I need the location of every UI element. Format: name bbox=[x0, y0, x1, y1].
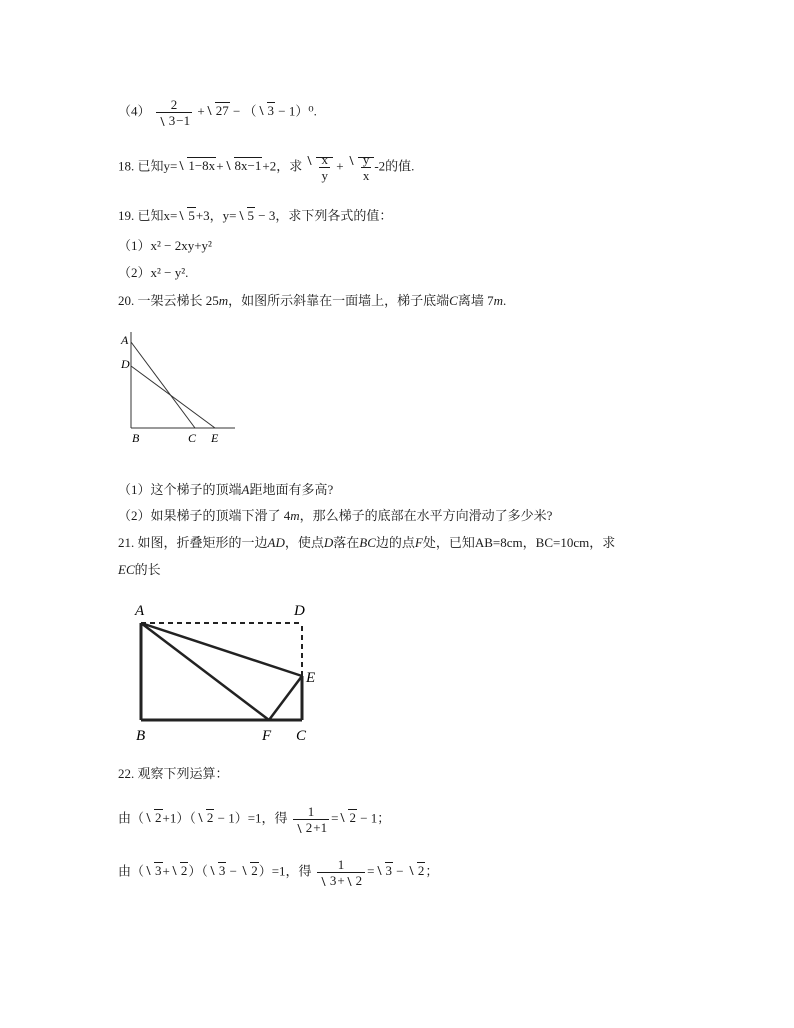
radicand bbox=[358, 152, 375, 183]
label-b: B bbox=[132, 431, 140, 445]
q20-text: 距地面有多高? bbox=[249, 482, 334, 497]
radicand: 5 bbox=[247, 208, 255, 223]
label-c: C bbox=[296, 728, 307, 744]
label-d: D bbox=[294, 603, 305, 619]
radicand: 1−8x bbox=[188, 158, 216, 174]
q17-part4-label: （4） bbox=[118, 103, 151, 119]
sqrt-symbol bbox=[178, 207, 196, 225]
radicand: 5 bbox=[188, 208, 195, 223]
sqrt-symbol bbox=[339, 809, 357, 827]
folded-rectangle-figure bbox=[128, 596, 328, 748]
label-a: A bbox=[135, 603, 145, 619]
radicand: 2 bbox=[180, 863, 188, 879]
q22-text: = bbox=[331, 810, 339, 826]
fraction-numerator: y bbox=[362, 152, 370, 167]
radicand: 2 bbox=[305, 820, 313, 835]
expr-text: − （ bbox=[229, 103, 257, 119]
plus-sign: + bbox=[197, 103, 205, 119]
q20-text: （2）如果梯子的顶端下滑了 4 bbox=[118, 508, 291, 523]
q20-text: . bbox=[503, 293, 507, 308]
plus-sign: + bbox=[162, 863, 170, 879]
q22-text: − 1）=1，得 bbox=[214, 810, 288, 826]
q20-part2 bbox=[118, 507, 552, 525]
q19-prefix: 19. 已知x= bbox=[118, 208, 178, 223]
fraction-denominator bbox=[317, 872, 365, 888]
minus-sign: − bbox=[393, 863, 407, 879]
unit: m bbox=[290, 508, 300, 523]
q19 bbox=[118, 207, 392, 225]
radicand: 2 bbox=[155, 810, 162, 826]
radicand: 2 bbox=[349, 810, 356, 826]
fraction bbox=[156, 97, 192, 128]
ladder-figure bbox=[110, 328, 240, 448]
sqrt-symbol bbox=[296, 820, 314, 835]
fold-af bbox=[141, 623, 269, 720]
q21-text: 21. 如图，折叠矩形的一边 bbox=[118, 535, 268, 550]
fraction-denominator: y bbox=[321, 168, 328, 183]
sqrt-symbol bbox=[306, 152, 333, 183]
fraction-denominator bbox=[156, 112, 192, 128]
ladder-ac bbox=[131, 342, 195, 428]
sqrt-symbol bbox=[376, 862, 394, 880]
radicand: 3 bbox=[329, 873, 337, 888]
radicand: 2 bbox=[355, 873, 363, 888]
sqrt-symbol bbox=[225, 157, 263, 175]
q18-prefix: 18. 已知y= bbox=[118, 158, 178, 174]
q22-title: 22. 观察下列运算： bbox=[118, 766, 229, 781]
q22-text: − 1； bbox=[356, 810, 391, 826]
radicand: 3 bbox=[218, 863, 226, 879]
sqrt-symbol bbox=[209, 862, 227, 880]
sqrt-symbol bbox=[197, 809, 215, 827]
plus-sign: + bbox=[336, 158, 344, 174]
sqrt-symbol bbox=[408, 862, 426, 880]
sqrt-symbol bbox=[346, 873, 364, 888]
q22-text: ）=1，得 bbox=[258, 863, 312, 879]
label-b: B bbox=[136, 728, 146, 744]
label-a: A bbox=[121, 333, 129, 347]
plus-sign: + bbox=[337, 873, 345, 888]
sqrt-symbol bbox=[258, 102, 276, 120]
segment-label: AD bbox=[267, 535, 285, 550]
sqrt-symbol bbox=[348, 152, 375, 183]
q20-text: （1）这个梯子的顶端 bbox=[118, 482, 242, 497]
segment-label: EC bbox=[118, 562, 135, 577]
radicand: 3 bbox=[168, 113, 176, 128]
q20-statement bbox=[118, 292, 506, 310]
q20-text: ，如图所示斜靠在一面墙上，梯子底端 bbox=[228, 293, 450, 308]
q21-text: 处，已知AB=8cm，BC=10cm，求 bbox=[422, 535, 616, 550]
q20-text: 20. 一架云梯长 25 bbox=[118, 293, 219, 308]
unit: m bbox=[218, 293, 229, 308]
ladder-de bbox=[131, 366, 215, 428]
fraction-numerator: 1 bbox=[307, 804, 315, 819]
fraction-denominator: x bbox=[362, 168, 370, 183]
q22-text: 由（ bbox=[118, 863, 145, 879]
fraction-denominator bbox=[293, 819, 329, 835]
fraction-numerator: 1 bbox=[337, 857, 345, 872]
q21-text: 的长 bbox=[134, 562, 161, 577]
fraction bbox=[317, 857, 365, 888]
sqrt-symbol bbox=[206, 102, 230, 120]
q18 bbox=[118, 152, 414, 183]
fold-fe bbox=[269, 676, 302, 720]
label-c: C bbox=[188, 431, 197, 445]
q18-mid: +2，求 bbox=[262, 158, 303, 174]
q18-tail: -2的值. bbox=[374, 158, 415, 174]
q22-line2 bbox=[118, 857, 438, 888]
sqrt-symbol bbox=[178, 157, 216, 175]
sqrt-symbol bbox=[159, 113, 177, 128]
denominator-tail: +1 bbox=[313, 820, 328, 835]
sqrt-symbol bbox=[241, 862, 259, 880]
q19-part1: （1）x² − 2xy+y² bbox=[118, 238, 212, 253]
q21-text: 落在 bbox=[333, 535, 360, 550]
sqrt-symbol bbox=[171, 862, 189, 880]
plus-sign: + bbox=[216, 158, 224, 174]
q21-statement bbox=[118, 534, 615, 552]
q19-part2: （2）x² − y². bbox=[118, 265, 189, 280]
radicand: 2 bbox=[251, 863, 258, 879]
point-label: D bbox=[323, 535, 334, 550]
q19-mid: +3，y= bbox=[195, 208, 237, 223]
q19-tail: − 3，求下列各式的值： bbox=[255, 208, 393, 223]
point-label: F bbox=[414, 535, 423, 550]
radicand: 2 bbox=[417, 863, 425, 879]
radicand bbox=[316, 152, 333, 183]
q22-line1 bbox=[118, 804, 390, 835]
radicand: 3 bbox=[155, 863, 162, 879]
label-f: F bbox=[262, 728, 272, 744]
q20-part1 bbox=[118, 481, 333, 499]
label-e: E bbox=[306, 670, 316, 686]
label-d: D bbox=[121, 357, 130, 371]
radicand: 3 bbox=[267, 103, 275, 119]
segment-label: BC bbox=[359, 535, 376, 550]
q22-text: ； bbox=[425, 863, 439, 879]
point-label: A bbox=[241, 482, 250, 497]
label-e: E bbox=[211, 431, 219, 445]
fraction-numerator: x bbox=[321, 152, 328, 167]
radicand: 27 bbox=[215, 103, 229, 119]
q20-text: ，那么梯子的底部在水平方向滑动了多少米? bbox=[299, 508, 553, 523]
q22-text: 由（ bbox=[118, 810, 145, 826]
q21-text: 边的点 bbox=[375, 535, 415, 550]
q21-text: ，使点 bbox=[284, 535, 324, 550]
q22-text: = bbox=[367, 863, 375, 879]
radicand: 3 bbox=[385, 863, 392, 879]
radicand: 2 bbox=[206, 810, 214, 826]
unit: m bbox=[493, 293, 503, 308]
minus-sign: − bbox=[226, 863, 241, 879]
sqrt-symbol bbox=[238, 207, 256, 225]
fraction-numerator: 2 bbox=[170, 97, 178, 112]
denominator-tail: −1 bbox=[176, 113, 191, 128]
sqrt-symbol bbox=[145, 809, 163, 827]
fraction bbox=[319, 152, 330, 183]
q22-text: ）（ bbox=[188, 863, 208, 879]
fold-ae bbox=[141, 623, 302, 676]
sqrt-symbol bbox=[320, 873, 338, 888]
q20-text: 离墙 7 bbox=[457, 293, 494, 308]
q21-statement-cont bbox=[118, 561, 161, 579]
radicand: 8x−1 bbox=[234, 158, 262, 174]
expr-text: − 1）⁰. bbox=[275, 103, 317, 119]
q17-part4 bbox=[118, 97, 317, 128]
fraction bbox=[361, 152, 372, 183]
sqrt-symbol bbox=[145, 862, 163, 880]
point-label: C bbox=[449, 293, 458, 308]
fraction bbox=[293, 804, 329, 835]
q22-text: +1）（ bbox=[162, 810, 196, 826]
